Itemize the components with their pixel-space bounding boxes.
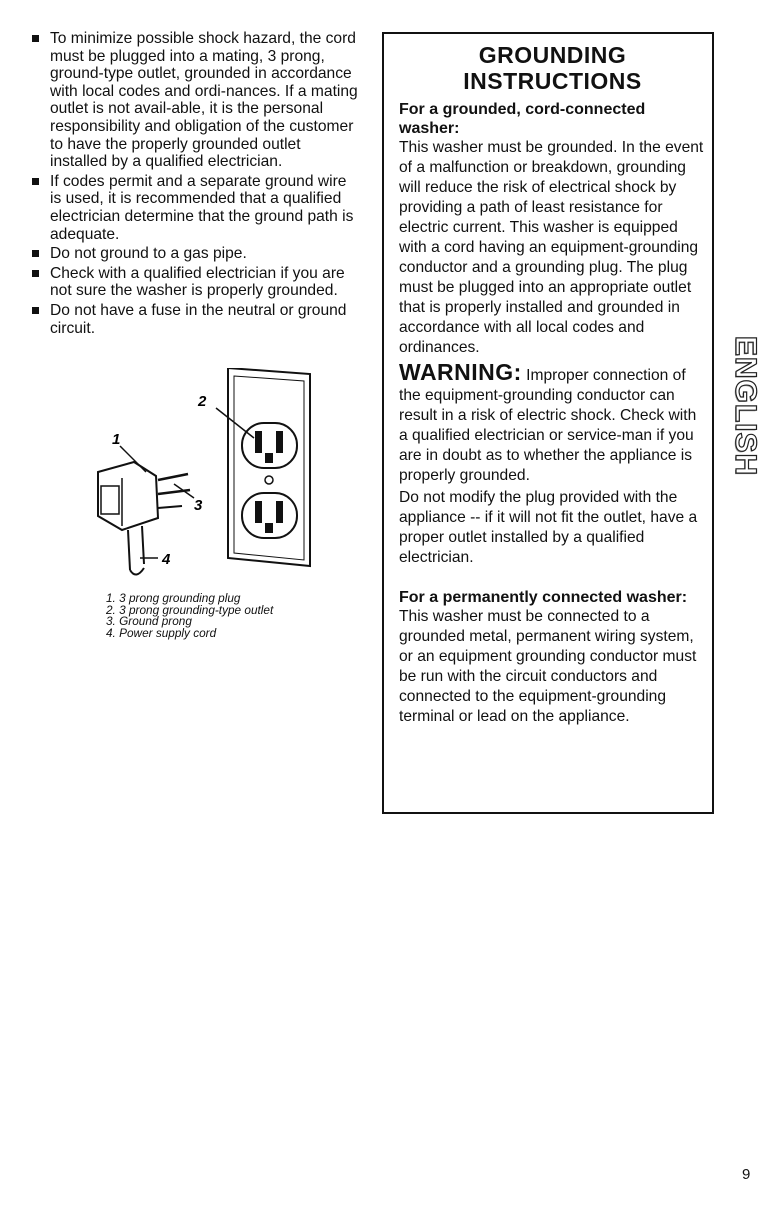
callout-2: 2 [198,393,207,410]
permanent-paragraph: This washer must be connected to a grounded metal, permanent wiring system, or an equipment grounding conductor must be run with the circuit conductors and connected to the equipment-grounding terminal or lead on the appliance. [399,608,697,725]
box-title [399,42,706,94]
bullet-item [30,30,360,171]
bullet-item [30,302,360,337]
left-column [30,30,360,339]
caption-line: 2. 3 prong grounding-type outlet [106,602,274,617]
safety-bullet-list [30,30,360,337]
plug-outlet-illustration [86,368,316,588]
title-line-1: GROUNDING [478,42,627,68]
warning-paragraph [399,359,706,486]
page-number: 9 [742,1166,751,1183]
bullet-text: Do not ground to a gas pipe. [50,245,247,263]
caption-line: 1. 3 prong grounding plug [106,591,241,605]
bullet-text: If codes permit and a separate ground wire is used, it is recommended that a qualified electrician determine that the ground path is adequate. [50,172,354,243]
grounding-instructions-box [382,32,714,814]
bullet-text: Check with a qualified electrician if you are not sure the washer is properly grounded. [50,264,345,300]
warning-label: WARNING: [399,359,522,385]
callout-4: 4 [162,551,171,568]
bullet-square-icon [32,35,39,42]
modify-plug-paragraph: Do not modify the plug provided with the appliance -- if it will not fit the outlet, have a proper outlet installed by a qualified electrician. [399,489,698,566]
title-line-2: INSTRUCTIONS [463,68,642,94]
bullet-item [30,265,360,300]
permanent-heading: For a permanently connected washer: [399,589,688,606]
callout-1: 1 [112,431,121,448]
caption-line: 4. Power supply cord [106,625,217,640]
caption-line: 3. Ground prong [106,614,192,629]
bullet-text: Do not have a fuse in the neutral or ground circuit. [50,301,347,337]
warning-text: Improper connection of the equipment-grounding conductor can result in a risk of electric shock. Check with a qualified electrician or service-man if you are in doubt as to whether the appliance is properly grounded. [399,367,697,484]
outlet-plate-icon [228,368,310,566]
figure-captions [106,593,346,639]
language-side-tab [728,312,762,500]
bullet-item [30,173,360,243]
grounded-heading: For a grounded, cord-connected washer: [399,101,646,137]
grounding-plug-figure [86,368,316,588]
callout-3: 3 [194,497,203,514]
side-tab-label: ENGLISH [729,335,763,477]
bullet-square-icon [32,178,39,185]
bullet-square-icon [32,307,39,314]
bullet-item [30,245,360,263]
bullet-text: To minimize possible shock hazard, the cord must be plugged into a mating, 3 prong, ground-type outlet, grounded in accordance with local codes and ordi-nances. If a mating outlet is not avail-able, it is the personal responsibility and obligation of the customer to have the properly grounded outlet installed by a qualified electrician. [50,30,358,171]
grounded-paragraph: This washer must be grounded. In the event of a malfunction or breakdown, grounding will reduce the risk of electrical shock by providing a path of least resistance for electric current. This washer is equipped with a cord having an equipment-grounding conductor and a grounding plug. The plug must be plugged into an appropriate outlet that is properly installed and grounded in accordance with all local codes and ordinances. [399,139,704,356]
bullet-square-icon [32,270,39,277]
bullet-square-icon [32,250,39,257]
